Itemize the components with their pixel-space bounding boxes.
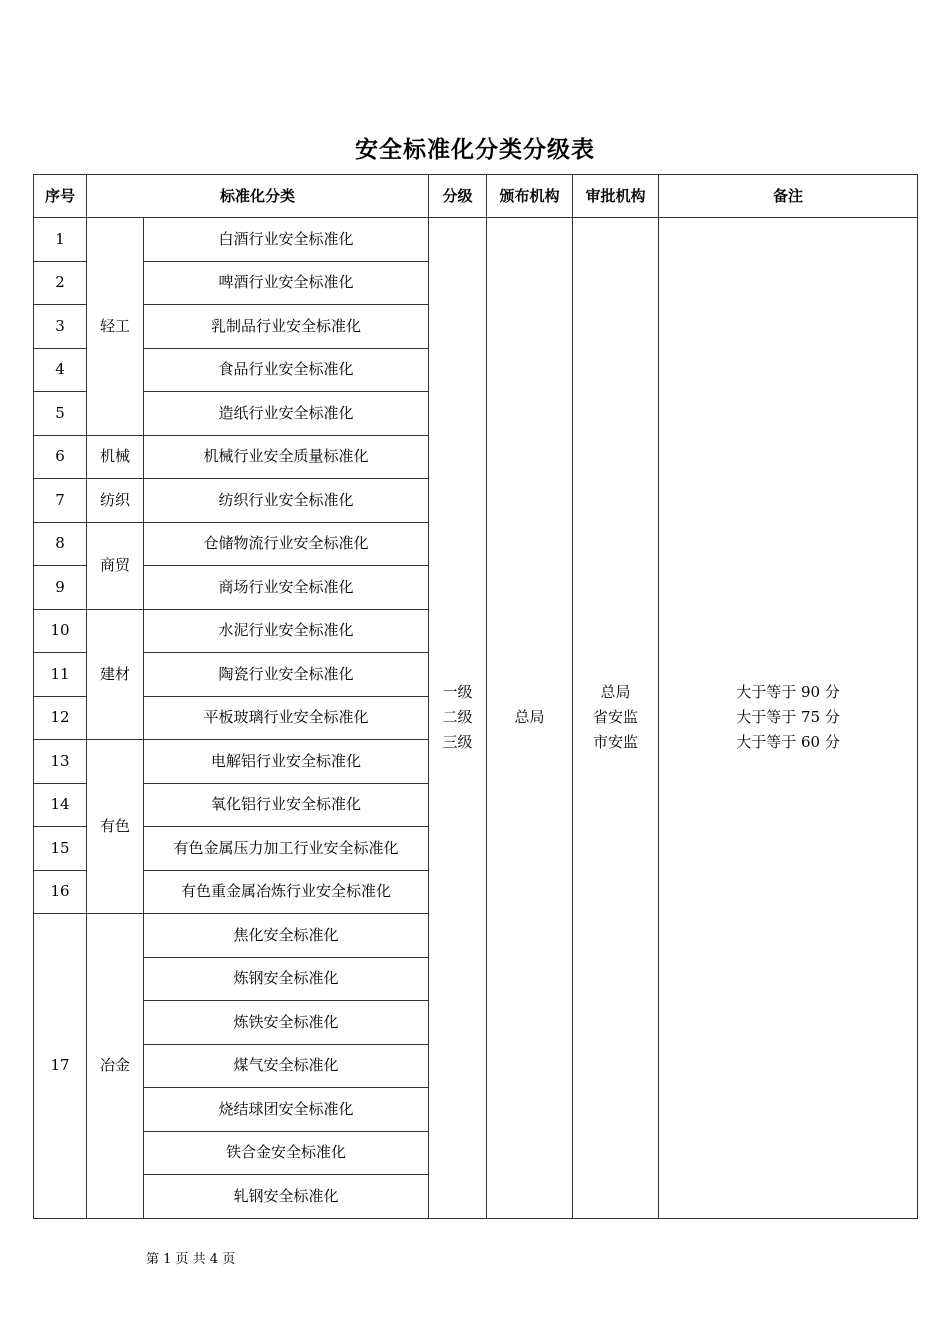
header-category: 标准化分类 [87,175,429,218]
group-cell-metallurgy: 冶金 [87,914,144,1219]
remark-cell [659,218,918,1219]
standard-name-cell: 氧化铝行业安全标准化 [144,783,429,827]
group-cell-machinery: 机械 [87,435,144,479]
seq-cell: 3 [34,305,87,349]
issuer-cell: 总局 [487,218,573,1219]
standard-name-cell: 水泥行业安全标准化 [144,609,429,653]
header-row [34,175,918,218]
seq-cell: 14 [34,783,87,827]
classification-table [33,174,918,1219]
group-cell-building: 建材 [87,609,144,740]
level-item: 一级 [442,683,473,702]
level-item: 二级 [442,708,473,727]
seq-cell: 13 [34,740,87,784]
approver-cell [573,218,659,1219]
approver-item: 总局 [600,683,631,702]
standard-name-cell: 电解铝行业安全标准化 [144,740,429,784]
standard-name-cell: 炼钢安全标准化 [144,957,429,1001]
seq-cell: 15 [34,827,87,871]
standard-name-cell: 啤酒行业安全标准化 [144,261,429,305]
standard-name-cell: 轧钢安全标准化 [144,1175,429,1219]
seq-cell: 17 [34,914,87,1219]
approver-item: 省安监 [593,708,639,727]
remark-item: 大于等于 60 分 [736,733,840,752]
group-cell-textile: 纺织 [87,479,144,523]
standard-name-cell: 平板玻璃行业安全标准化 [144,696,429,740]
standard-name-cell: 机械行业安全质量标准化 [144,435,429,479]
standard-name-cell: 造纸行业安全标准化 [144,392,429,436]
header-approver: 审批机构 [573,175,659,218]
standard-name-cell: 商场行业安全标准化 [144,566,429,610]
seq-cell: 2 [34,261,87,305]
page-number: 第 1 页 共 4 页 [146,1252,236,1267]
seq-cell: 5 [34,392,87,436]
seq-cell: 12 [34,696,87,740]
seq-cell: 10 [34,609,87,653]
approver-item: 市安监 [593,733,639,752]
page-title: 安全标准化分类分级表 [355,137,595,163]
standard-name-cell: 焦化安全标准化 [144,914,429,958]
remark-item: 大于等于 75 分 [736,708,840,727]
header-level: 分级 [429,175,487,218]
group-cell-nonferrous: 有色 [87,740,144,914]
seq-cell: 6 [34,435,87,479]
table-row [34,218,918,262]
standard-name-cell: 有色金属压力加工行业安全标准化 [144,827,429,871]
standard-name-cell: 仓储物流行业安全标准化 [144,522,429,566]
header-remark: 备注 [659,175,918,218]
seq-cell: 16 [34,870,87,914]
seq-cell: 7 [34,479,87,523]
seq-cell: 8 [34,522,87,566]
standard-name-cell: 乳制品行业安全标准化 [144,305,429,349]
group-cell-light: 轻工 [87,218,144,436]
seq-cell: 4 [34,348,87,392]
group-cell-commerce: 商贸 [87,522,144,609]
standard-name-cell: 烧结球团安全标准化 [144,1088,429,1132]
standard-name-cell: 炼铁安全标准化 [144,1001,429,1045]
remark-item: 大于等于 90 分 [736,683,840,702]
standard-name-cell: 食品行业安全标准化 [144,348,429,392]
standard-name-cell: 铁合金安全标准化 [144,1131,429,1175]
standard-name-cell: 煤气安全标准化 [144,1044,429,1088]
seq-cell: 11 [34,653,87,697]
header-seq: 序号 [34,175,87,218]
header-issuer: 颁布机构 [487,175,573,218]
standard-name-cell: 有色重金属冶炼行业安全标准化 [144,870,429,914]
standard-name-cell: 陶瓷行业安全标准化 [144,653,429,697]
level-item: 三级 [442,733,473,752]
seq-cell: 1 [34,218,87,262]
standard-name-cell: 纺织行业安全标准化 [144,479,429,523]
seq-cell: 9 [34,566,87,610]
level-cell [429,218,487,1219]
standard-name-cell: 白酒行业安全标准化 [144,218,429,262]
